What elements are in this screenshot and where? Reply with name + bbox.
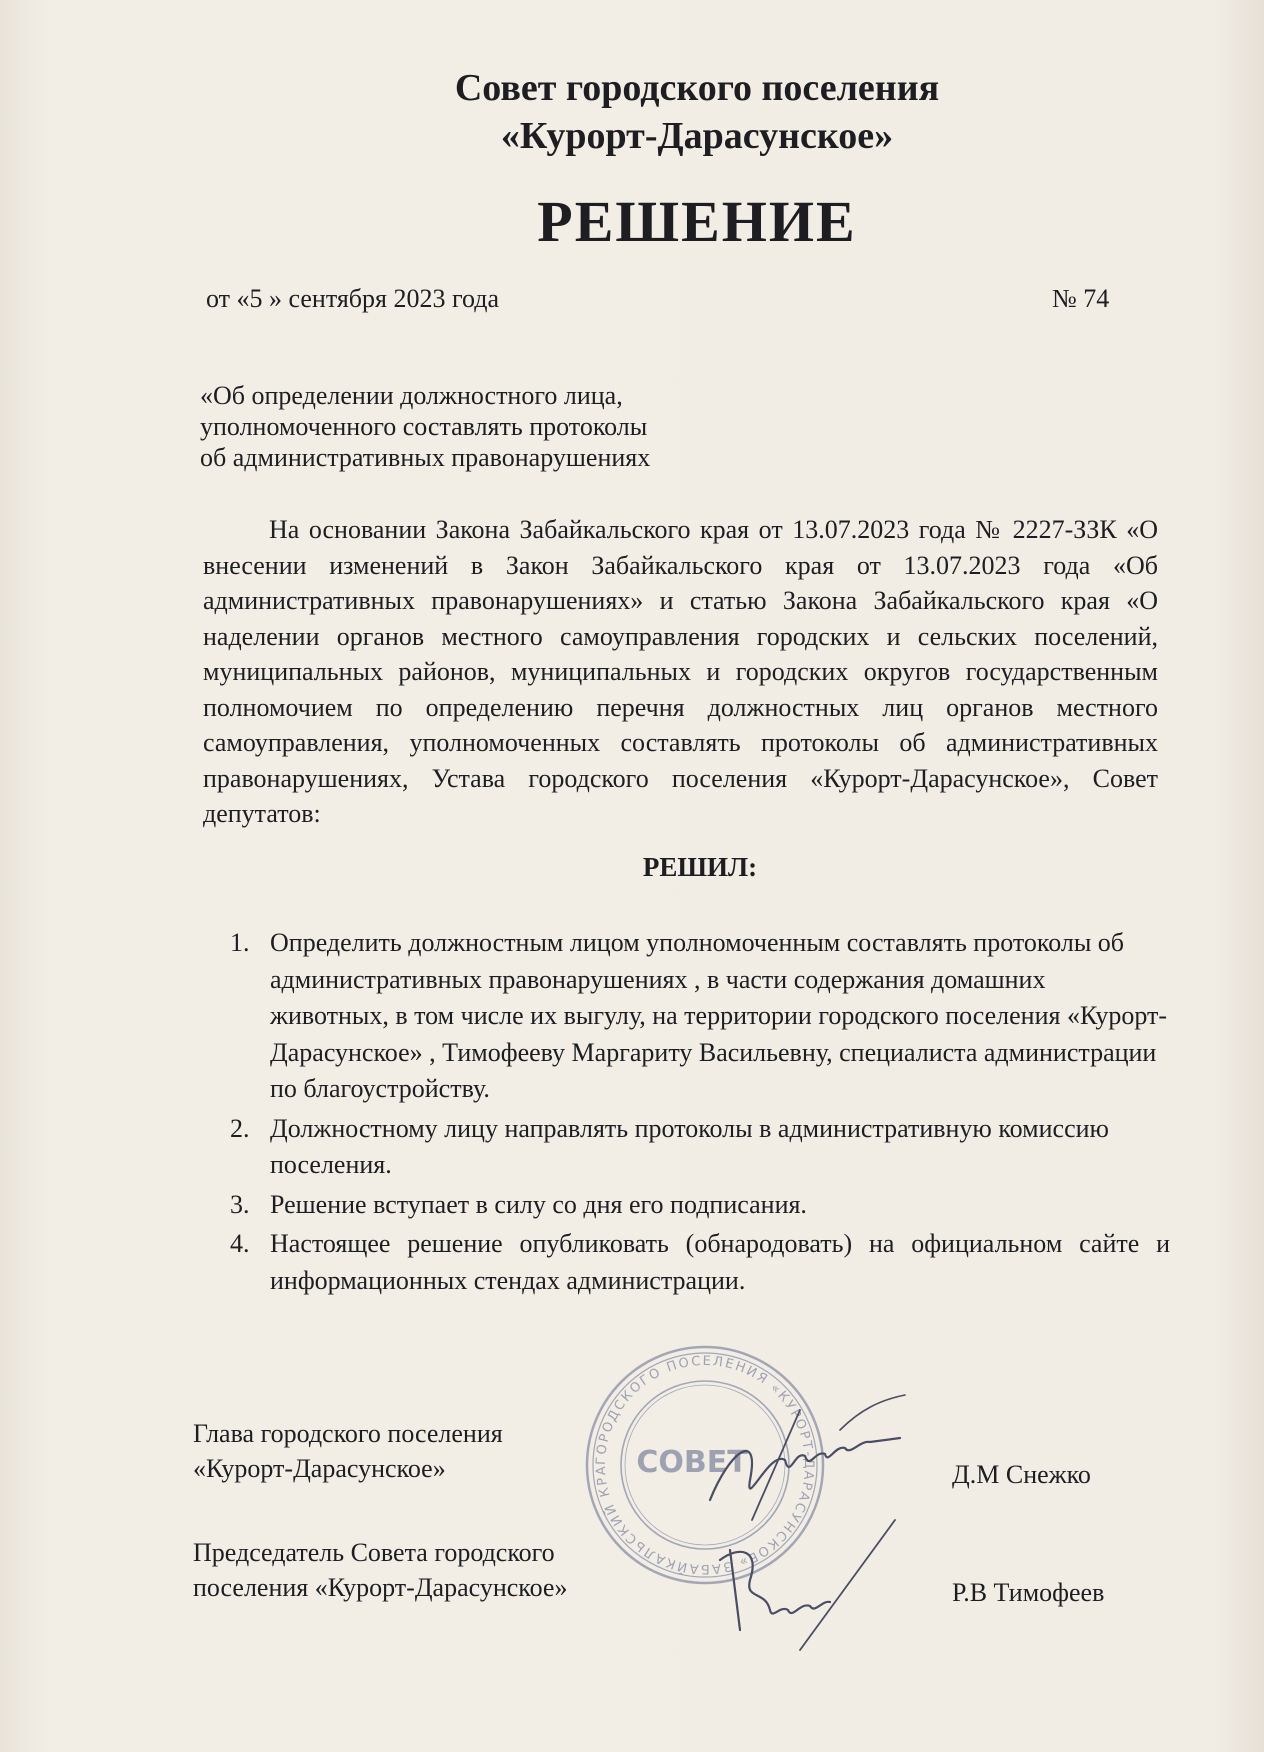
chair-name: Р.В Тимофеев [952,1578,1105,1607]
subject-line1: «Об определении должностного лица, [200,381,623,410]
subject-line2: уполномоченного составлять протоколы [200,412,648,441]
council-name-line1: Совет городского поселения [454,67,940,109]
chair-signature-icon [710,1510,910,1660]
item-number: 1. [230,928,250,957]
chair-title-line2: поселения «Курорт-Дарасунское» [193,1573,568,1602]
decision-item-1 [230,925,1170,1108]
subject-line3: об административных правонарушениях [200,443,651,472]
decision-subject [200,380,650,473]
stamp-center-text: СОВЕТ [636,1445,748,1480]
decision-date: от «5 » сентября 2023 года [206,284,500,313]
document-type-title: РЕШЕНИЕ [537,189,857,254]
decision-item-2 [230,1111,1170,1184]
head-title-line2: «Курорт-Дарасунское» [193,1454,446,1483]
decision-item-3 [230,1187,1170,1224]
decision-item-4 [230,1226,1170,1299]
decided-heading: РЕШИЛ: [642,852,758,882]
item-number: 2. [230,1113,250,1143]
council-name-line2: «Курорт-Дарасунское» [500,115,894,157]
item-text: Настоящее решение опубликовать (обнародовать) на официальном сайте и информационных стендах администрации. [270,1229,1170,1295]
decision-items-list [230,925,1170,1302]
item-text: Определить должностным лицом уполномоченным составлять протоколы об административных правонарушениях , в части содержания домашних животных, в том числе их выгулу, на территории городского поселения «Курорт-Дарасунское» , Тимофееву Маргариту Васильевну, специалиста администрации по благоустройству. [270,928,1168,1103]
item-text: Должностному лицу направлять протоколы в административную комиссию поселения. [270,1113,1109,1179]
head-name: Д.М Снежко [952,1460,1091,1489]
council-name [0,64,1264,160]
item-number: 3. [230,1189,250,1219]
preamble-paragraph: На основании Закона Забайкальского края от 13.07.2023 года № 2227-ЗЗК «О внесении изменений в Закон Забайкальского края от 13.07.2023 года «Об административных правонарушениях» и статью Закона Забайкальского края «О наделении органов местного самоуправления городских и сельских поселений, муниципальных районов, муниципальных и городских округов государственным полномочием по определению перечня должностных лиц органов местного самоуправления, уполномоченных составлять протоколы об административных правонарушениях, Устава городского поселения «Курорт-Дарасунское», Совет депутатов: [203,515,1158,828]
chair-title-line1: Председатель Совета городского [193,1538,555,1567]
item-text: Решение вступает в силу со дня его подписания. [270,1189,807,1219]
stamp-ring-text: ГОРОДСКОГО ПОСЕЛЕНИЯ «КУРОРТ-ДАРАСУНСКОЕ» ЗАБАЙКАЛЬСКИЙ КРА [593,1353,817,1577]
head-title [193,1416,503,1486]
head-title-line1: Глава городского поселения [193,1419,503,1448]
chair-title [193,1535,567,1605]
item-number: 4. [230,1229,250,1258]
decision-number: № 74 [1052,284,1110,313]
head-signature-icon [690,1390,920,1530]
